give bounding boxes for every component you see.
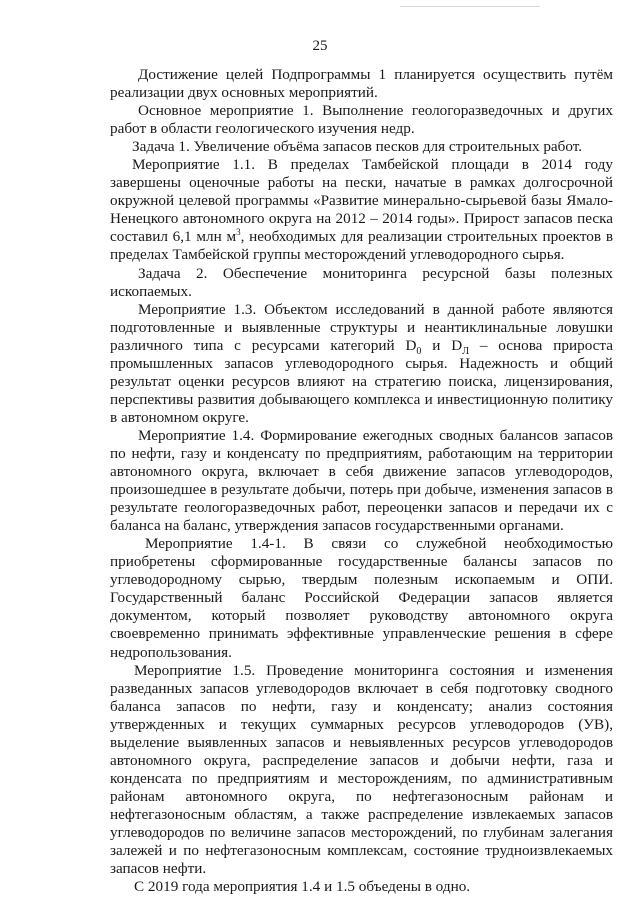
page-number: 25 xyxy=(312,38,328,54)
paragraph-task-1: Задача 1. Увеличение объёма запасов песков для строительных работ. xyxy=(132,138,583,156)
document-body xyxy=(110,66,613,896)
category-d0-subscript: 0 xyxy=(416,345,422,357)
activity-1-3-text-b: и D xyxy=(421,336,463,354)
paragraph-main-activity: Основное мероприятие 1. Выполнение геологоразведочных и других работ в области геологического изучения недр. xyxy=(110,102,613,138)
cubic-superscript: 3 xyxy=(236,227,241,238)
activity-1-3-text-c: – основа прироста промышленных запасов углеводородного сырья. Надежность и общий результат оценки ресурсов влияют на стратегию поиска, лицензирования, перспективы развития добывающего комплекса и инвестиционную политику в автономном округе. xyxy=(110,336,613,426)
paragraph-activity-1-3 xyxy=(110,301,613,427)
paragraph-task-2: Задача 2. Обеспечение мониторинга ресурсной базы полезных ископаемых. xyxy=(110,264,613,300)
paragraph-activity-1-5: Мероприятие 1.5. Проведение мониторинга состояния и изменения разведанных запасов углеводородов включает в себя подготовку сводного баланса запасов по нефти, газу и конденсату; анализ состояния утвержденных и текущих суммарных ресурсов углеводородов (УВ), выделение выявленных запасов и невыявленных ресурсов углеводородов автономного округа, распределение запасов и добычи нефти, газа и конденсата по предприятиям и месторождениям, по административным районам автономного округа, по нефтегазоносным районам и нефтегазоносным областям, а также распределение извлекаемых запасов углеводородов по величине запасов месторождений, по глубинам залегания залежей и по нефтегазоносным комплексам, состояние трудноизвлекаемых запасов нефти. xyxy=(110,661,613,878)
paragraph-intro: Достижение целей Подпрограммы 1 планируется осуществить путём реализации двух основных мероприятий. xyxy=(110,66,613,102)
scan-artifact xyxy=(400,6,540,7)
paragraph-activity-1-4: Мероприятие 1.4. Формирование ежегодных сводных балансов запасов по нефти, газу и конденсату по предприятиям, работающим на территории автономного округа, включает в себя движение запасов углеводородов, произошедшее в результате добычи, потерь при добыче, изменения запасов в результате геологоразведочных работ, переоценки запасов и передачи их с баланса на баланс, утверждения запасов государственными органами. xyxy=(110,426,613,535)
activity-1-1-text-a: Мероприятие 1.1. В пределах Тамбейской площади в 2014 году завершены оценочные работы на пески, начатые в рамках долгосрочной окружной целевой программы «Развитие минерально-сырьевой базы Ямало-Ненецкого автономного округа на 2012 – 2014 годы». Прирост запасов песка составил 6,1 млн м xyxy=(110,156,613,246)
activity-1-3-text-a: Мероприятие 1.3. Объектом исследований в данной работе являются подготовленные и выявленные структуры и неантиклинальные ловушки различного типа с ресурсами категорий D xyxy=(110,300,613,354)
category-dl-subscript: Л xyxy=(462,345,469,357)
paragraph-activity-1-4-1: Мероприятие 1.4-1. В связи со служебной необходимостью приобретены сформированные государственные балансы запасов по углеводородному сырью, твердым полезным ископаемым и ОПИ. Государственный баланс Российской Федерации запасов является документом, который позволяет руководству автономного округа своевременно принимать эффективные управленческие решения в сфере недропользования. xyxy=(110,535,613,661)
paragraph-merge-note: С 2019 года мероприятия 1.4 и 1.5 объедены в одно. xyxy=(134,878,471,896)
paragraph-activity-1-1 xyxy=(110,156,613,264)
activity-1-1-text-b: , необходимых для реализации строительных проектов в пределах Тамбейской группы месторождений углеводородного сырья. xyxy=(110,228,613,264)
